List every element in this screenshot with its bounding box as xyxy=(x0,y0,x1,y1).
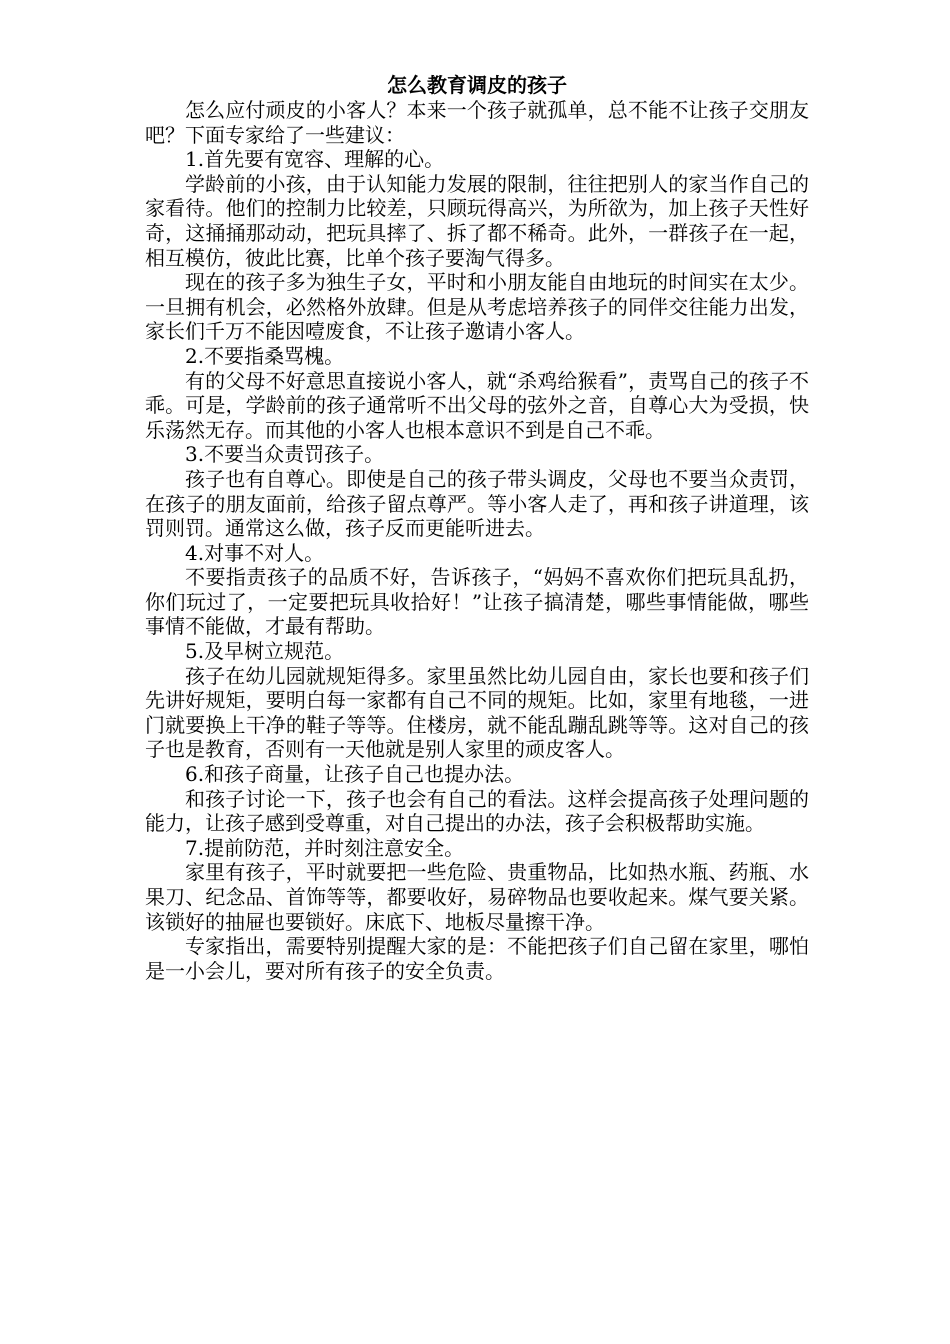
paragraph-behavior-not-person: 不要指责孩子的品质不好，告诉孩子，“妈妈不喜欢你们把玩具乱扔，你们玩过了，一定要把玩具收拾好！”让孩子搞清楚，哪些事情能做，哪些事情不能做，才最有帮助。 xyxy=(145,565,809,639)
heading-tolerance: 1.首先要有宽容、理解的心。 xyxy=(185,147,445,172)
paragraph-intro: 怎么应付顽皮的小客人？本来一个孩子就孤单，总不能不让孩子交朋友吧？下面专家给了一些建议： xyxy=(145,98,809,147)
document-title: 怎么教育调皮的孩子 xyxy=(387,73,567,97)
paragraph-set-rules: 孩子在幼儿园就规矩得多。家里虽然比幼儿园自由，家长也要和孩子们先讲好规矩，要明白每一家都有自己不同的规矩。比如，家里有地毯，一进门就要换上干净的鞋子等等。住楼房，就不能乱蹦乱跳等等。这对自己的孩子也是教育，否则有一天他就是别人家里的顽皮客人。 xyxy=(145,663,809,762)
paragraph-discuss-with-child: 和孩子讨论一下，孩子也会有自己的看法。这样会提高孩子处理问题的能力，让孩子感到受尊重，对自己提出的办法，孩子会积极帮助实施。 xyxy=(145,786,809,836)
document-page xyxy=(145,72,809,983)
heading-no-indirect-scolding: 2.不要指桑骂槐。 xyxy=(185,343,345,368)
heading-no-public-punishment: 3.不要当众责罚孩子。 xyxy=(185,442,385,467)
heading-behavior-not-person: 4.对事不对人。 xyxy=(185,540,325,565)
paragraph-safety: 家里有孩子，平时就要把一些危险、贵重物品，比如热水瓶、药瓶、水果刀、纪念品、首饰等等，都要收好，易碎物品也要收起来。煤气要关紧。该锁好的抽屉也要锁好。床底下、地板尽量擦干净。 xyxy=(145,860,809,934)
paragraph-no-indirect-scolding: 有的父母不好意思直接说小客人，就“杀鸡给猴看”，责骂自己的孩子不乖。可是，学龄前的孩子通常听不出父母的弦外之音，自尊心大为受损，快乐荡然无存。而其他的小客人也根本意识不到是自己不乖。 xyxy=(145,368,809,442)
heading-set-rules: 5.及早树立规范。 xyxy=(185,639,345,664)
paragraph-tolerance-2: 现在的孩子多为独生子女，平时和小朋友能自由地玩的时间实在太少。一旦拥有机会，必然格外放肆。但是从考虑培养孩子的同伴交往能力出发，家长们千万不能因噎废食，不让孩子邀请小客人。 xyxy=(145,270,809,344)
paragraph-tolerance-1: 学龄前的小孩，由于认知能力发展的限制，往往把别人的家当作自己的家看待。他们的控制力比较差，只顾玩得高兴，为所欲为，加上孩子天性好奇，这捅捅那动动，把玩具摔了、拆了都不稀奇。此外，一群孩子在一起，相互模仿，彼此比赛，比单个孩子要淘气得多。 xyxy=(145,171,809,270)
paragraph-no-public-punishment: 孩子也有自尊心。即使是自己的孩子带头调皮，父母也不要当众责罚，在孩子的朋友面前，给孩子留点尊严。等小客人走了，再和孩子讲道理，该罚则罚。通常这么做，孩子反而更能听进去。 xyxy=(145,466,809,541)
heading-discuss-with-child: 6.和孩子商量，让孩子自己也提办法。 xyxy=(185,762,525,787)
heading-safety: 7.提前防范，并时刻注意安全。 xyxy=(185,835,465,860)
paragraph-expert-advice: 专家指出，需要特别提醒大家的是：不能把孩子们自己留在家里，哪怕是一小会儿，要对所有孩子的安全负责。 xyxy=(145,934,809,983)
